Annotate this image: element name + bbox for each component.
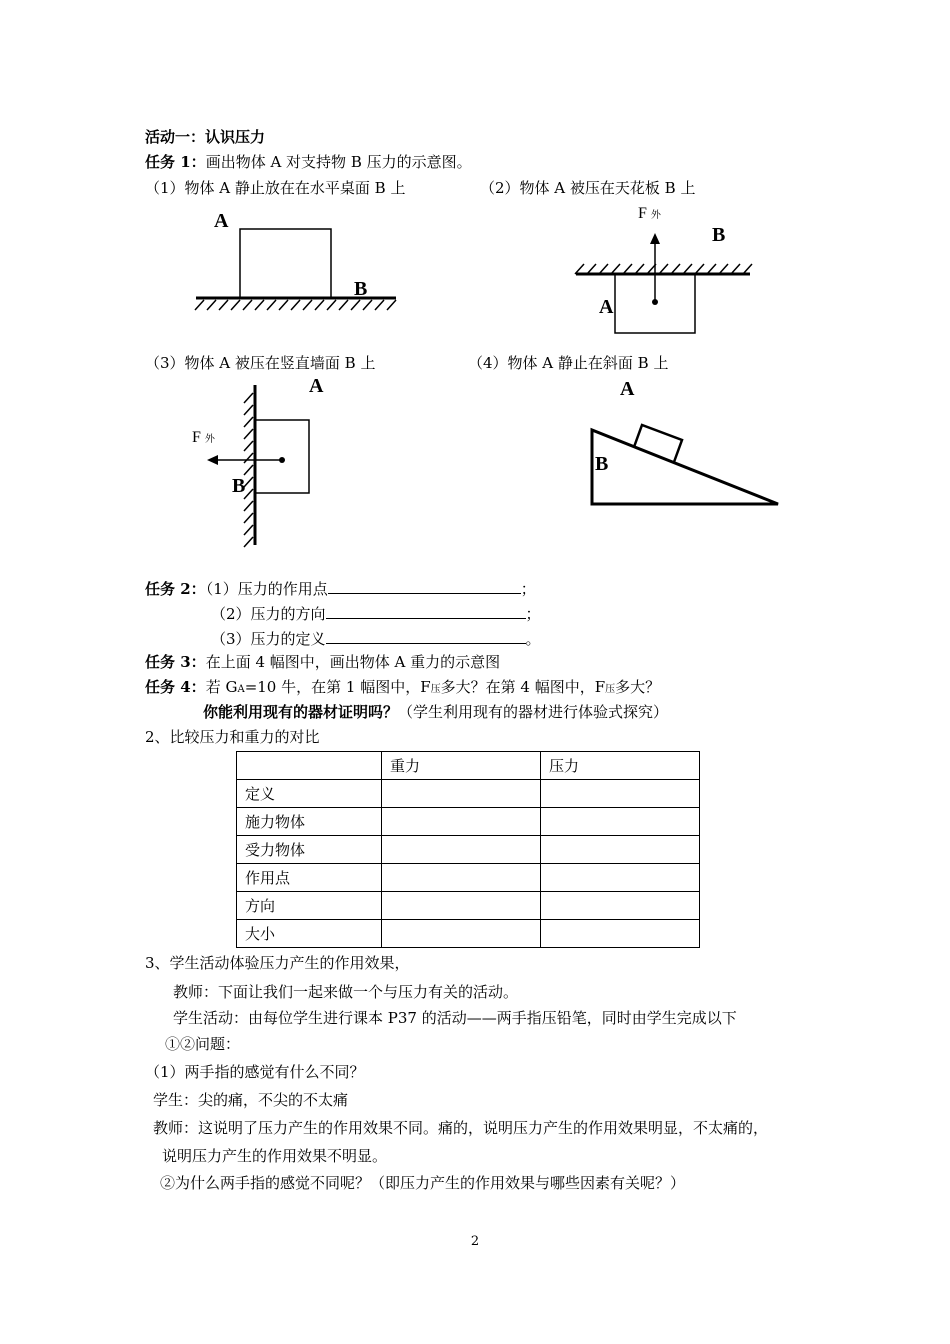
task3-text: 在上面 4 幅图中，画出物体 A 重力的示意图 bbox=[205, 653, 501, 671]
task4-question: 你能利用现有的器材证明吗？ bbox=[203, 703, 399, 721]
task4-sub-2: 压 bbox=[430, 684, 441, 695]
figure-2-force-f: F bbox=[638, 205, 647, 222]
table-row bbox=[237, 836, 700, 864]
table-cell[interactable] bbox=[382, 864, 541, 892]
task3-line bbox=[145, 652, 500, 672]
figure-4-label-b: B bbox=[595, 453, 609, 475]
section3-line-5: 学生：尖的痛，不尖的不太痛 bbox=[153, 1091, 349, 1109]
task2-item-2-blank[interactable] bbox=[326, 603, 526, 619]
section2-title: 2、比较压力和重力的对比 bbox=[145, 728, 320, 746]
task2-line-1 bbox=[145, 578, 536, 599]
table-cell[interactable] bbox=[382, 836, 541, 864]
section3-line-1: 教师：下面让我们一起来做一个与压力有关的活动。 bbox=[173, 983, 519, 1001]
table-header-gravity: 重力 bbox=[382, 752, 541, 780]
task2-item-3-text: （3）压力的定义 bbox=[211, 630, 326, 648]
activity-heading: 活动一：认识压力 bbox=[145, 128, 266, 146]
table-header-pressure: 压力 bbox=[541, 752, 700, 780]
figure-2-force-sub: 外 bbox=[650, 210, 661, 221]
table-cell[interactable] bbox=[541, 920, 700, 948]
table-row-label: 大小 bbox=[237, 920, 382, 948]
section3-line-8: ②为什么两手指的感觉不同呢？（即压力产生的作用效果与哪些因素有关呢？） bbox=[160, 1174, 686, 1192]
table-cell[interactable] bbox=[382, 892, 541, 920]
section3-line-7: 说明压力产生的作用效果不明显。 bbox=[162, 1147, 388, 1165]
table-cell[interactable] bbox=[541, 836, 700, 864]
figure-4-label-a: A bbox=[620, 378, 635, 400]
figure-1-label-b: B bbox=[354, 278, 368, 300]
task4-sub-3: 压 bbox=[605, 684, 616, 695]
task2-item-2-end: ； bbox=[525, 605, 541, 623]
table-cell[interactable] bbox=[541, 864, 700, 892]
case-4-caption: （4）物体 A 静止在斜面 B 上 bbox=[468, 354, 669, 372]
table-cell[interactable] bbox=[382, 780, 541, 808]
page-number: 2 bbox=[470, 1234, 480, 1249]
table-cell[interactable] bbox=[382, 920, 541, 948]
task2-item-3-end: 。 bbox=[525, 630, 541, 648]
task2-item-1-end: ； bbox=[520, 580, 536, 598]
table-header-row bbox=[237, 752, 700, 780]
section3-line-2: 学生活动：由每位学生进行课本 P37 的活动——两手指压铅笔，同时由学生完成以下 bbox=[173, 1009, 737, 1027]
task2-label: 任务 2 bbox=[145, 580, 191, 598]
table-row bbox=[237, 808, 700, 836]
table-row bbox=[237, 892, 700, 920]
task1-label: 任务 1 bbox=[145, 153, 191, 171]
task4-sub-1: A bbox=[237, 684, 245, 695]
task2-item-1-blank[interactable] bbox=[328, 578, 521, 594]
task4-question-note: （学生利用现有的器材进行体验式探究） bbox=[398, 703, 669, 721]
task3-sep: ： bbox=[190, 653, 206, 671]
figure-3-force-f: F bbox=[192, 429, 201, 446]
task1-text: 画出物体 A 对支持物 B 压力的示意图。 bbox=[205, 153, 472, 171]
table-row bbox=[237, 920, 700, 948]
figure-3-label-b: B bbox=[232, 475, 246, 497]
comparison-table bbox=[236, 751, 700, 948]
table-cell[interactable] bbox=[382, 808, 541, 836]
task4-part-4: 多大？ bbox=[615, 678, 661, 696]
table-row bbox=[237, 864, 700, 892]
table-row bbox=[237, 780, 700, 808]
figure-2-label-b: B bbox=[712, 224, 726, 246]
table-cell[interactable] bbox=[541, 892, 700, 920]
task1-sep: ： bbox=[190, 153, 206, 171]
task2-line-3 bbox=[211, 628, 541, 649]
table-row-label: 受力物体 bbox=[237, 836, 382, 864]
case-1-caption: （1）物体 A 静止放在在水平桌面 B 上 bbox=[145, 179, 406, 197]
section3-line-3: ①②问题： bbox=[165, 1035, 241, 1053]
task4-part-1: 若 G bbox=[205, 678, 238, 696]
task2-sep: ： bbox=[190, 580, 206, 598]
task2-item-1-text: （1）压力的作用点 bbox=[205, 580, 328, 598]
figure-3-label-a: A bbox=[309, 375, 324, 397]
task4-sep: ： bbox=[190, 678, 206, 696]
table-row-label: 作用点 bbox=[237, 864, 382, 892]
section3-title: 3、学生活动体验压力产生的作用效果， bbox=[145, 954, 410, 972]
figure-2-label-a: A bbox=[599, 296, 614, 318]
case-2-caption: （2）物体 A 被压在天花板 B 上 bbox=[480, 179, 696, 197]
table-row-label: 定义 bbox=[237, 780, 382, 808]
task2-line-2 bbox=[211, 603, 541, 624]
section3-line-4: （1）两手指的感觉有什么不同？ bbox=[145, 1063, 365, 1081]
task4-part-3: 多大？在第 4 幅图中，F bbox=[440, 678, 606, 696]
table-header-cell bbox=[237, 752, 382, 780]
task2-item-2-text: （2）压力的方向 bbox=[211, 605, 326, 623]
task3-label: 任务 3 bbox=[145, 653, 191, 671]
table-cell[interactable] bbox=[541, 780, 700, 808]
figure-3-force-sub: 外 bbox=[204, 434, 215, 445]
table-row-label: 施力物体 bbox=[237, 808, 382, 836]
task4-line bbox=[145, 677, 660, 700]
table-row-label: 方向 bbox=[237, 892, 382, 920]
task2-item-3-blank[interactable] bbox=[326, 628, 526, 644]
table-cell[interactable] bbox=[541, 808, 700, 836]
case-3-caption: （3）物体 A 被压在竖直墙面 B 上 bbox=[145, 354, 376, 372]
section3-line-6: 教师：这说明了压力产生的作用效果不同。痛的，说明压力产生的作用效果明显，不太痛的， bbox=[153, 1119, 769, 1137]
figure-1-label-a: A bbox=[214, 210, 229, 232]
task4-question-line bbox=[203, 702, 668, 722]
task4-part-2: =10 牛，在第 1 幅图中，F bbox=[244, 678, 431, 696]
task4-label: 任务 4 bbox=[145, 678, 191, 696]
